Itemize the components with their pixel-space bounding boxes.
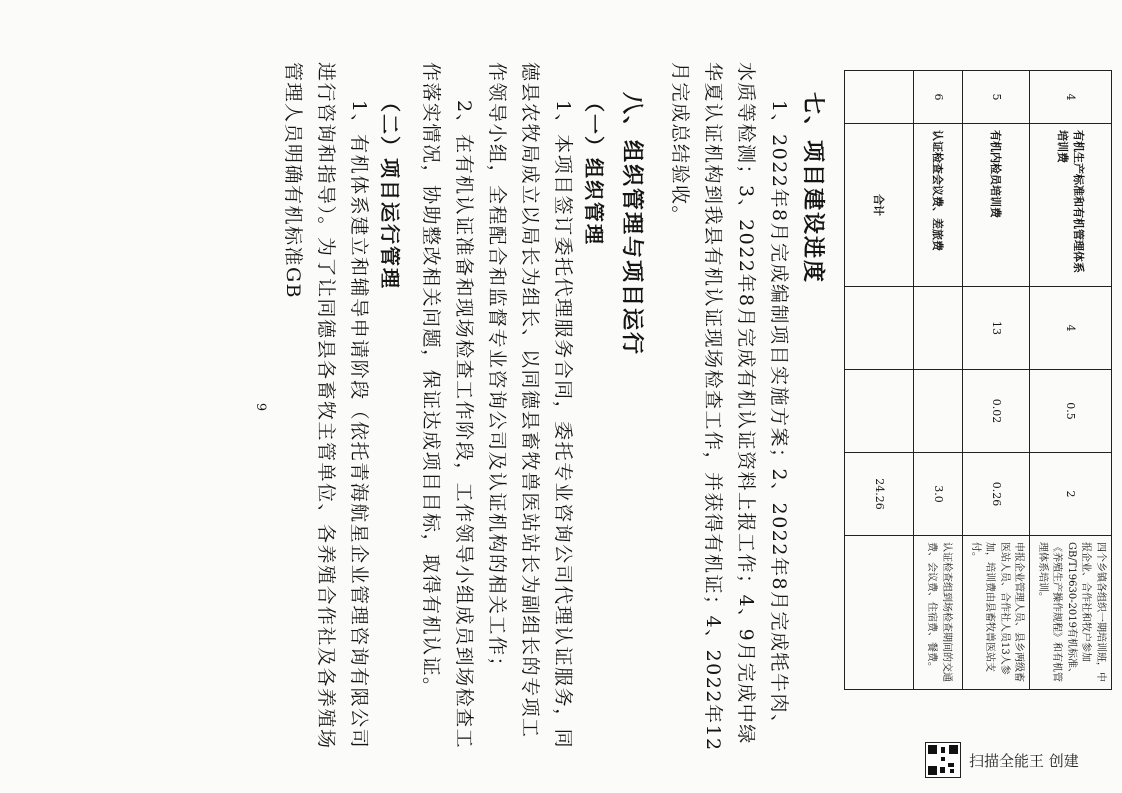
budget-table — [845, 70, 1113, 690]
org-paragraph-1: 1、本项目签订委托代理服务合同，委托专业咨询公司代理认证服务，同德县农牧局成立以局长为组长、以同德县畜牧兽医站站长为副组长的专项工作领导小组，全程配合和监督专业咨询公司及认证机构的相关工作； — [486, 62, 575, 750]
note-cell: 认证检查组到场检查期间的交通费、会议费、住宿费、餐费。 — [914, 536, 963, 690]
row-number: 6 — [914, 71, 963, 124]
scanner-watermark — [925, 742, 1079, 778]
row-number: 4 — [1030, 71, 1112, 124]
total-value: 24.26 — [845, 453, 914, 536]
subsection-ops-title: （二）项目运行管理 — [378, 92, 403, 290]
section-7-paragraph: 1、2022年8月完成编制项目实施方案；2、2022年8月完成牦牛肉、水质等检测；3、2022年8月完成有机认证资料上报工作；4、9月完成中绿华夏认证机构到我县有机认证现场检查工作，并获得有机证；4、2022年12月完成总结验收。 — [669, 62, 791, 752]
qty-cell — [914, 287, 963, 370]
amount-cell: 0.26 — [963, 453, 1030, 536]
item-name: 有机内检员培训费 — [963, 124, 1030, 287]
table-row — [1030, 71, 1112, 690]
table-row — [963, 71, 1030, 690]
item-name: 认证检查会议费、差旅费 — [914, 124, 963, 287]
unit-price-cell: 0.5 — [1030, 370, 1112, 453]
unit-price-cell — [914, 370, 963, 453]
amount-cell: 3.0 — [914, 453, 963, 536]
page-content — [254, 62, 1113, 752]
item-name: 有机生产标准和有机管理体系培训费 — [1030, 124, 1112, 287]
total-label: 合计 — [845, 124, 914, 287]
row-number: 5 — [963, 71, 1030, 124]
subsection-org-title: （一）组织管理 — [582, 92, 607, 246]
table-row — [914, 71, 963, 690]
org-paragraph-2: 2、在有机认证准备和现场检查工作阶段，工作领导小组成员到场检查工作落实情况，协助整改相关问题，保证达成项目目标，取得有机认证。 — [420, 62, 476, 750]
qty-cell: 13 — [963, 287, 1030, 370]
qr-code-icon — [925, 742, 961, 778]
table-total-row — [845, 71, 914, 690]
qty-cell: 4 — [1030, 287, 1112, 370]
amount-cell: 2 — [1030, 453, 1112, 536]
note-cell: 四个乡镇各组织一期培训班，中报企业、合作社和牧户参加GB/T19630-2019有机标准、《养殖生产操作规程》和有机管理体系培训。 — [1030, 536, 1112, 690]
unit-price-cell: 0.02 — [963, 370, 1030, 453]
watermark-text: 扫描全能王 创建 — [969, 751, 1079, 770]
note-cell: 申报企业管理人员、县乡两级畜医站人员、合作社人员13人参加，培训费由县畜牧兽医站支付。 — [963, 536, 1030, 690]
page-number: 9 — [253, 402, 269, 412]
ops-paragraph-1: 1、有机体系建立和辅导申请阶段（依托青海航星企业管理咨询有限公司进行咨询和指导）。为了让同德县各畜牧主管单位、各养殖合作社及各养殖场管理人员明确有机标准GB — [282, 62, 371, 750]
section-7-title: 七、项目建设进度 — [800, 92, 827, 285]
section-8-title: 八、组织管理与项目运行 — [619, 92, 646, 357]
